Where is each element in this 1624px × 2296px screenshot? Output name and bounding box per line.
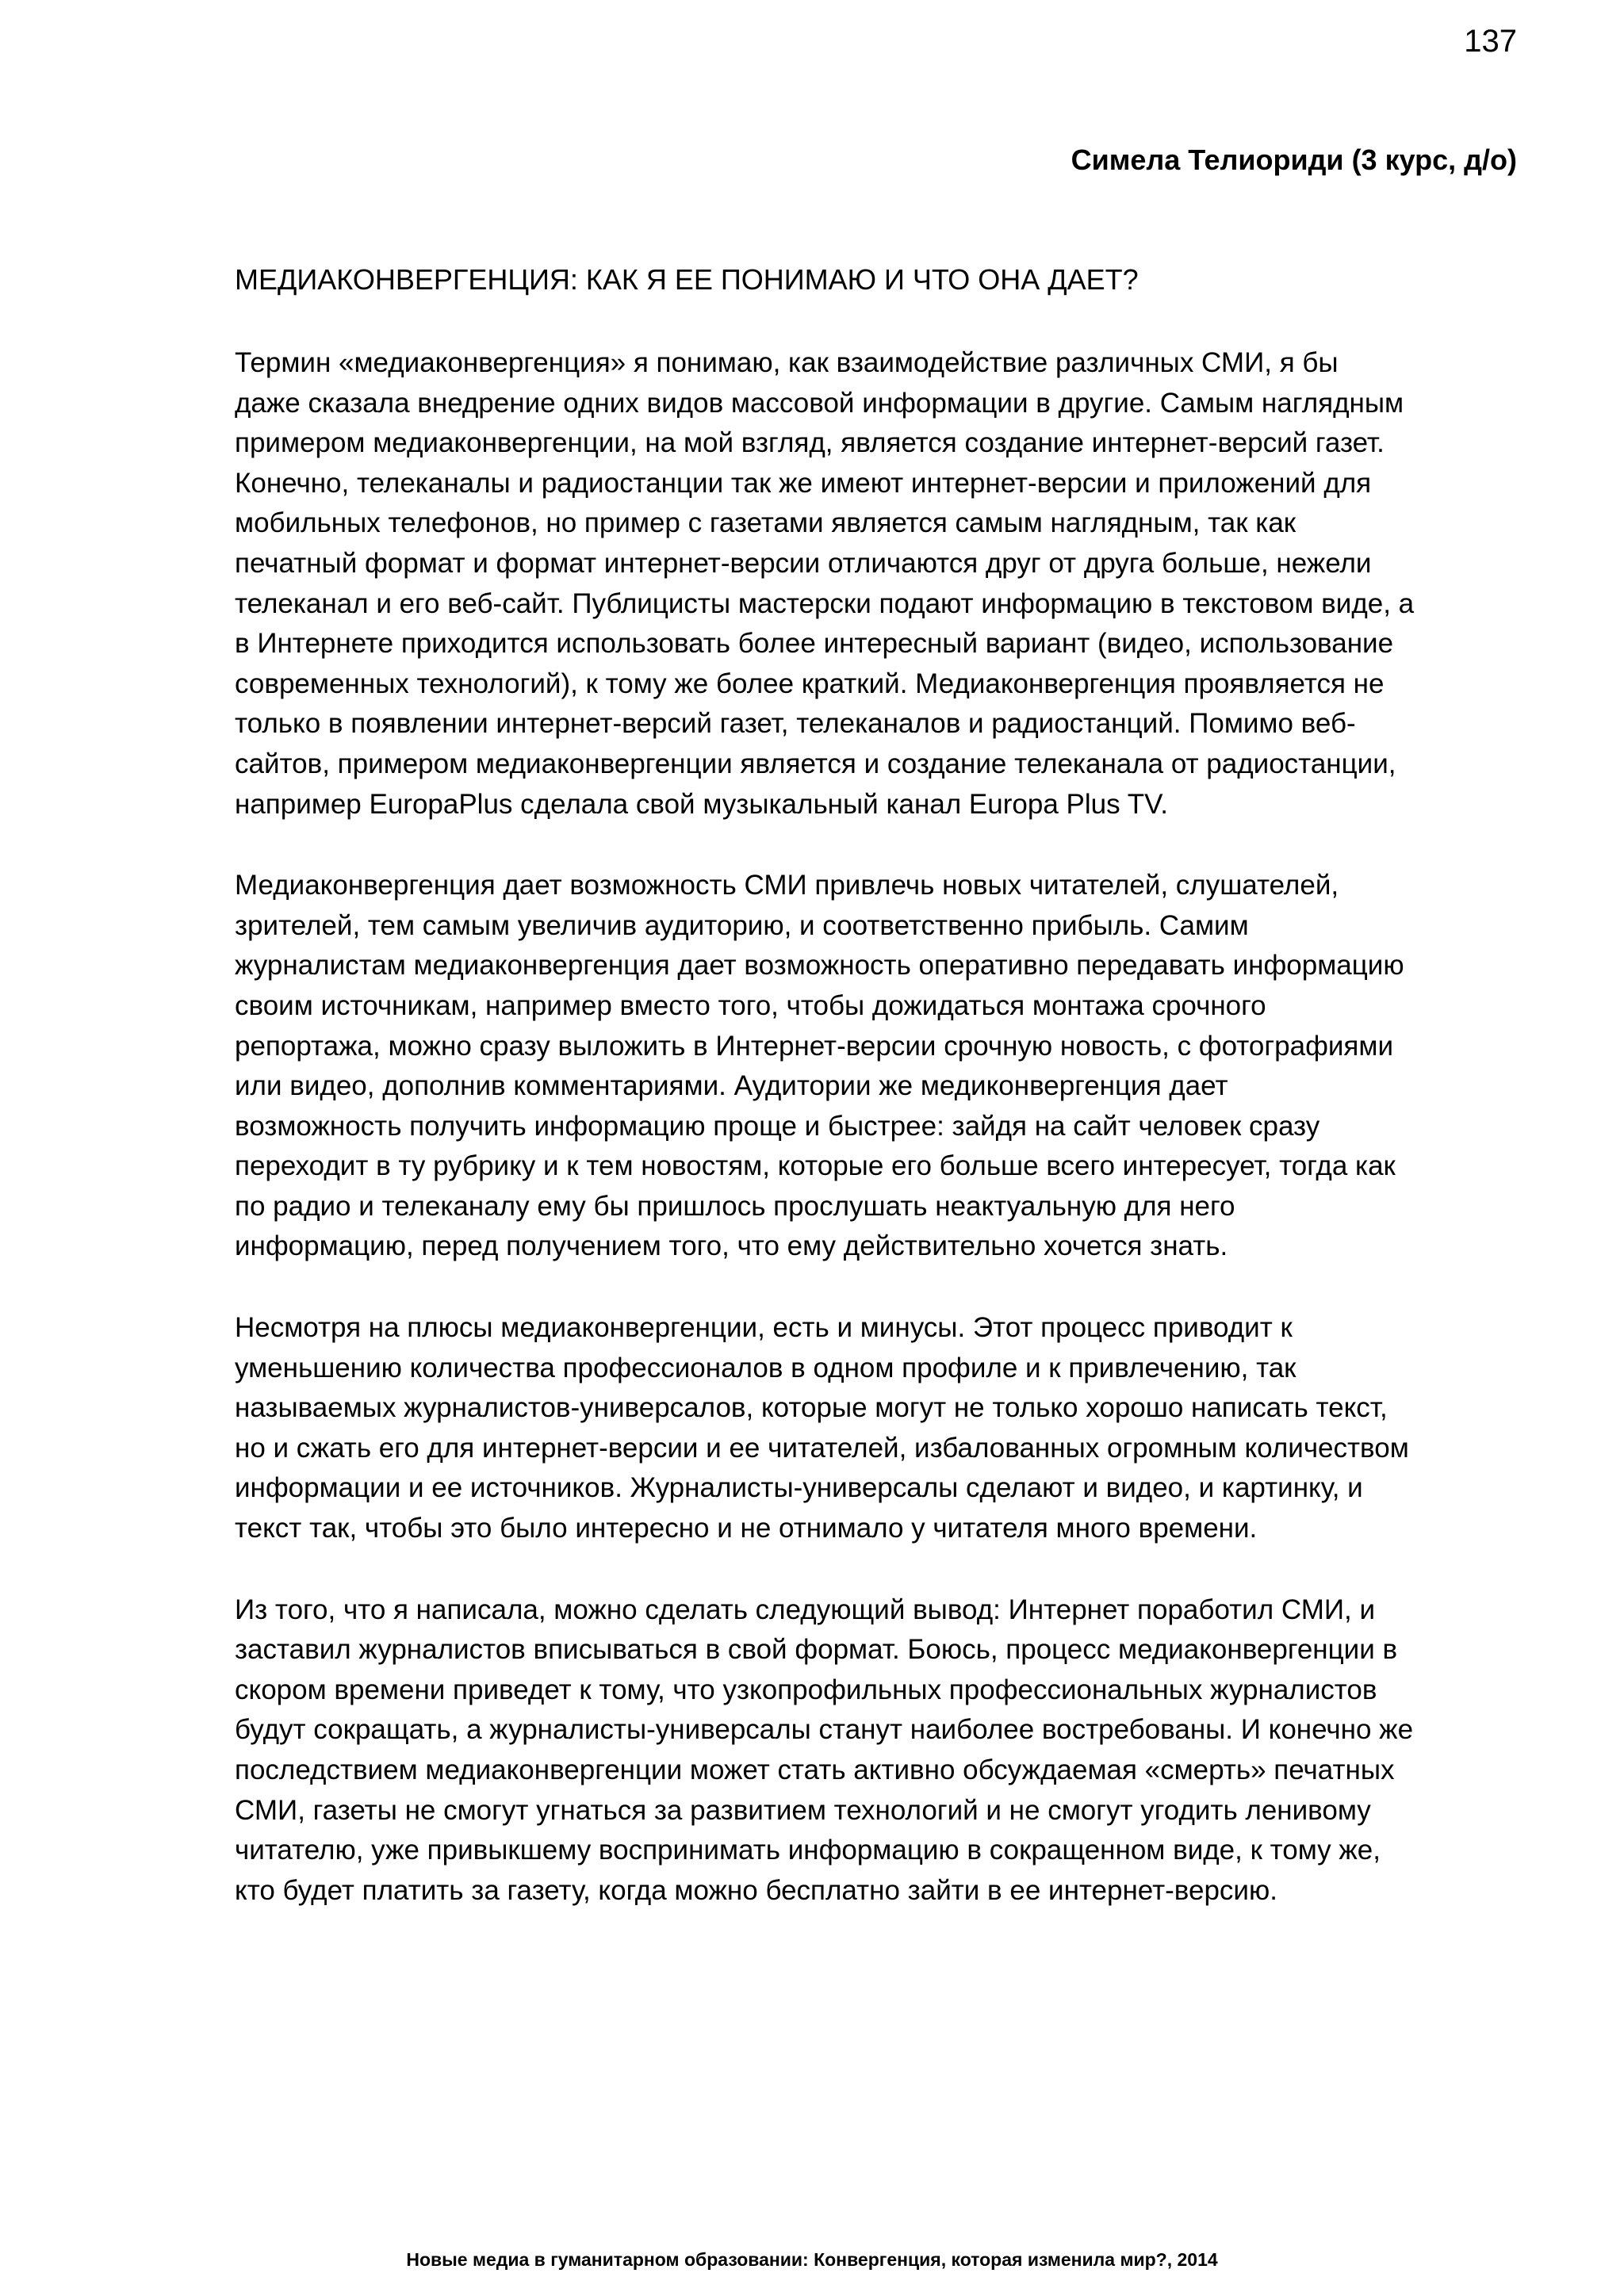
article-title: МЕДИАКОНВЕРГЕНЦИЯ: КАК Я ЕЕ ПОНИМАЮ И ЧТО ОНА ДАЕТ? [235, 263, 1139, 296]
text-line: репортажа, можно сразу выложить в Интернет-версии срочную новость, с фотографиями [235, 1030, 1393, 1062]
text-line: только в появлении интернет-версий газет, телеканалов и радиостанций. Помимо веб- [235, 708, 1356, 740]
text-line: кто будет платить за газету, когда можно бесплатно зайти в ее интернет-версию. [235, 1874, 1277, 1906]
text-line: например EuropaPlus сделала свой музыкальный канал Europa Plus TV. [235, 788, 1168, 820]
paragraph-1 [235, 343, 1535, 825]
text-line: мобильных телефонов, но пример с газетами является самым наглядным, так как [235, 507, 1297, 539]
text-line: современных технологий), к тому же более краткий. Медиаконвергенция проявляется не [235, 668, 1385, 699]
text-line: Термин «медиаконвергенция» я понимаю, как взаимодействие различных СМИ, я бы [235, 347, 1339, 378]
text-line: телеканал и его веб-сайт. Публицисты мастерски подают информацию в текстовом виде, а [235, 587, 1415, 619]
text-line: информацию, перед получением того, что ему действительно хочется знать. [235, 1230, 1228, 1262]
paragraph-3 [235, 1308, 1535, 1549]
text-line: называемых журналистов-универсалов, которые могут не только хорошо написать текст, [235, 1392, 1388, 1424]
text-line: но и сжать его для интернет-версии и ее читателей, избалованных огромным количеством [235, 1432, 1409, 1464]
article-body [235, 260, 1535, 1952]
text-line: возможность получить информацию проще и быстрее: зайдя на сайт человек сразу [235, 1110, 1320, 1142]
text-line: даже сказала внедрение одних видов массовой информации в другие. Самым наглядным [235, 387, 1404, 419]
text-line: печатный формат и формат интернет-версии отличаются друг от друга больше, нежели [235, 547, 1372, 579]
text-line: Конечно, телеканалы и радиостанции так же имеют интернет-версии и приложений для [235, 467, 1372, 499]
text-line: Из того, что я написала, можно сделать следующий вывод: Интернет поработил СМИ, и [235, 1594, 1376, 1625]
text-line: уменьшению количества профессионалов в одном профиле и к привлечению, так [235, 1352, 1297, 1383]
text-line: информации и ее источников. Журналисты-универсалы сделают и видео, и картинку, и [235, 1472, 1363, 1504]
text-line: примером медиаконвергенции, на мой взгляд, является создание интернет-версий газет. [235, 427, 1385, 459]
paragraph-2 [235, 866, 1535, 1267]
page-number: 137 [1464, 24, 1517, 59]
text-line: журналистам медиаконвергенция дает возможность оперативно передавать информацию [235, 950, 1404, 982]
text-line: СМИ, газеты не смогут угнаться за развитием технологий и не смогут угодить ленивому [235, 1794, 1371, 1826]
text-line: последствием медиаконвергенции может стать активно обсуждаемая «смерть» печатных [235, 1755, 1395, 1785]
text-line: Несмотря на плюсы медиаконвергенции, есть и минусы. Этот процесс приводит к [235, 1312, 1293, 1344]
text-line: заставил журналистов вписываться в свой формат. Боюсь, процесс медиаконвергенции в [235, 1634, 1398, 1666]
text-line: зрителей, тем самым увеличив аудиторию, и соответственно прибыль. Самим [235, 909, 1249, 941]
text-line: будут сокращать, а журналисты-универсалы станут наиболее востребованы. И конечно же [235, 1714, 1414, 1746]
text-line: скором времени приведет к тому, что узкопрофильных профессиональных журналистов [235, 1674, 1377, 1705]
text-line: Медиаконвергенция дает возможность СМИ привлечь новых читателей, слушателей, [235, 870, 1339, 901]
text-line: переходит в ту рубрику и к тем новостям, которые его больше всего интересует, тогда как [235, 1150, 1396, 1182]
text-line: своим источникам, например вместо того, чтобы дожидаться монтажа срочного [235, 989, 1266, 1021]
paragraph-4 [235, 1590, 1535, 1911]
text-line: сайтов, примером медиаконвергенции является и создание телеканала от радиостанции, [235, 748, 1396, 779]
text-line: в Интернете приходится использовать более интересный вариант (видео, использование [235, 628, 1394, 660]
text-line: текст так, чтобы это было интересно и не отнимало у читателя много времени. [235, 1513, 1258, 1544]
text-line: по радио и телеканалу ему бы пришлось прослушать неактуальную для него [235, 1190, 1235, 1222]
author-line: Симела Телиориди (3 курс, д/о) [1071, 144, 1517, 176]
page-footer: Новые медиа в гуманитарном образовании: Конвергенция, которая изменила мир?, 2014 [406, 2249, 1218, 2270]
text-line: читателю, уже привыкшему воспринимать информацию в сокращенном виде, к тому же, [235, 1835, 1381, 1866]
text-line: или видео, дополнив комментариями. Аудитории же медиконвергенция дает [235, 1070, 1228, 1102]
